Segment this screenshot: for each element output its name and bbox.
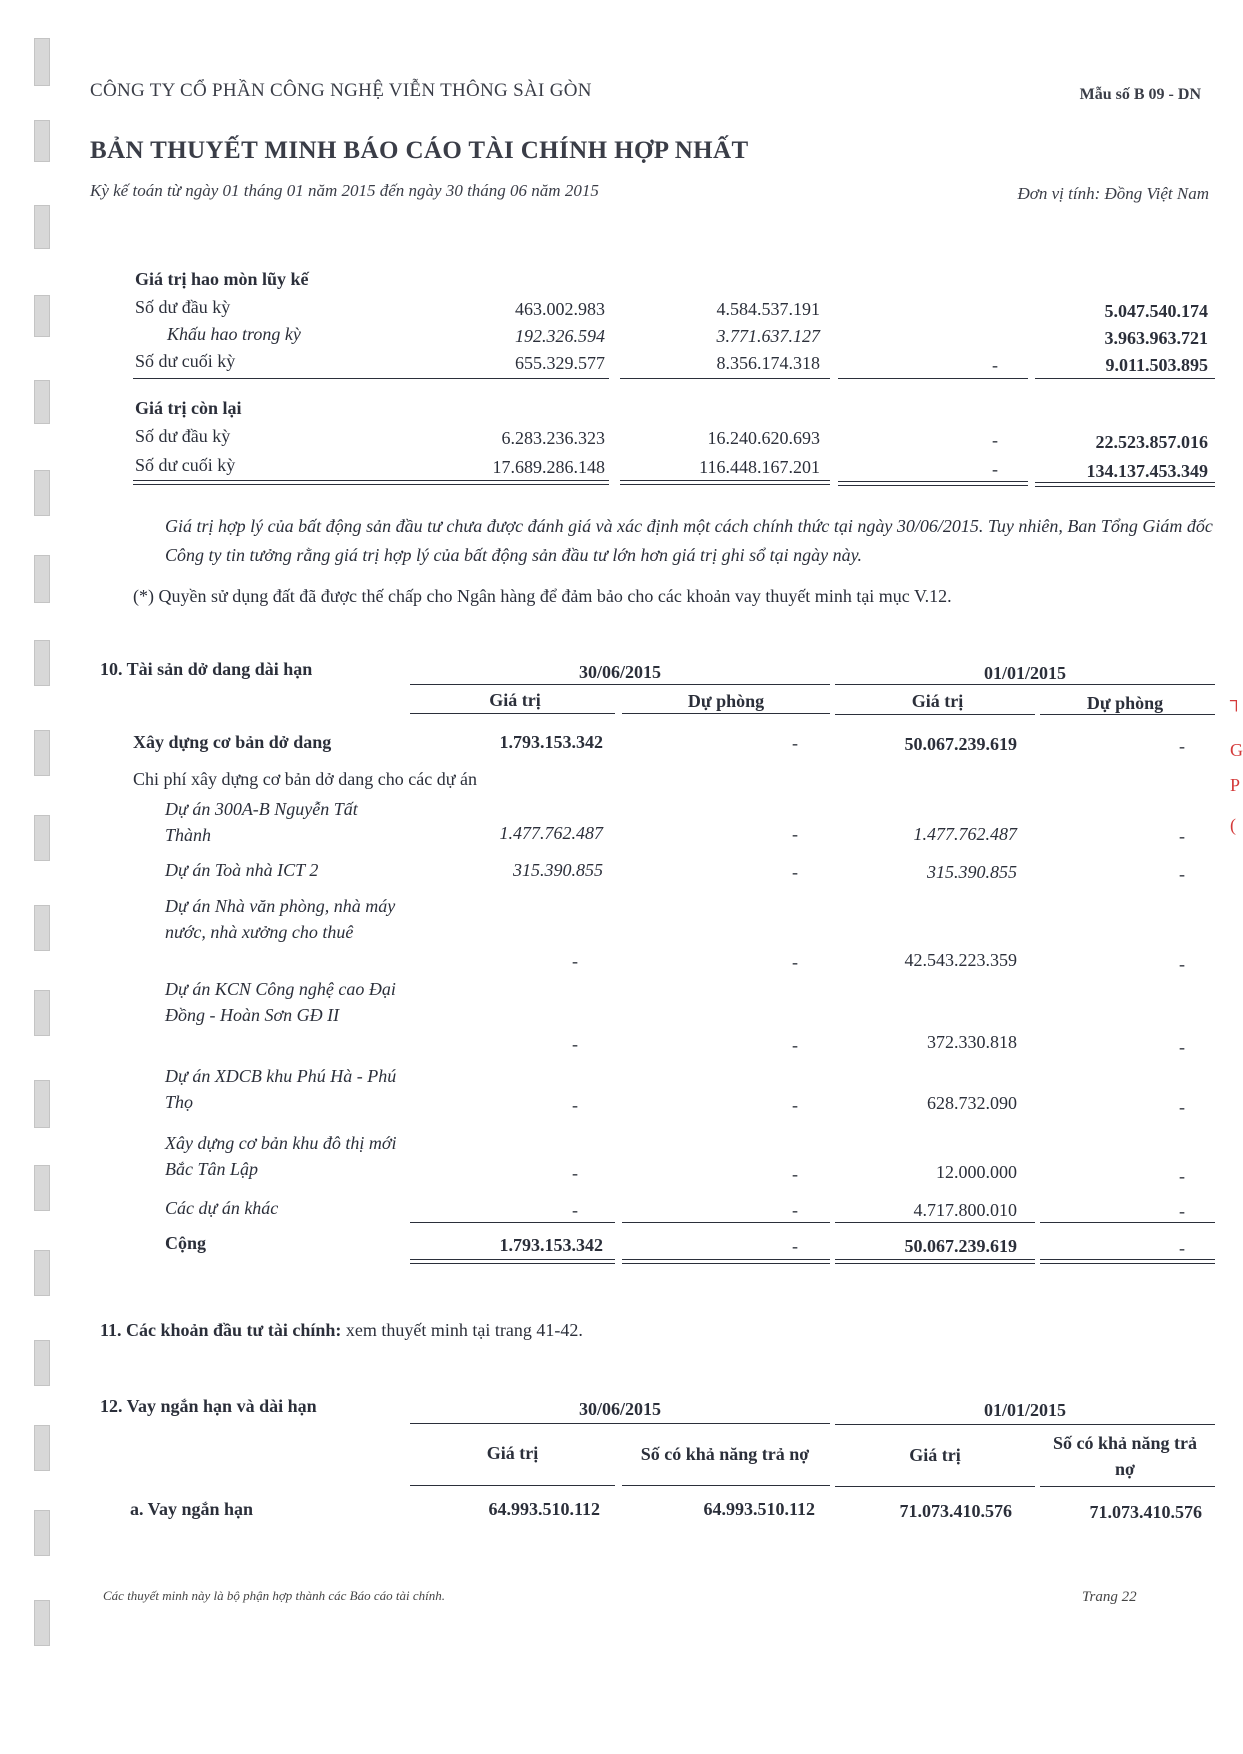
value-cell: 8.356.174.318	[716, 353, 820, 373]
value-cell: 6.283.236.323	[501, 428, 605, 448]
row-label: Số dư đầu kỳ	[135, 426, 231, 446]
double-rule	[838, 481, 1028, 486]
section-10-title: 10. Tài sản dở dang dài hạn	[100, 659, 313, 679]
projects-heading: Chi phí xây dựng cơ bản dở dang cho các dự án	[133, 769, 477, 789]
binding-mark	[34, 295, 50, 337]
stamp-fragment: ┐	[1230, 690, 1243, 710]
column-header: Giá trị	[909, 1445, 961, 1465]
value-cell: -	[992, 459, 998, 479]
value-cell: -	[1179, 1166, 1185, 1186]
value-cell: 192.326.594	[515, 326, 605, 346]
rule	[133, 378, 609, 379]
value-cell: -	[1179, 954, 1185, 974]
binding-mark	[34, 1165, 50, 1211]
double-rule	[1035, 482, 1215, 487]
section-11	[100, 1319, 583, 1341]
rule	[620, 378, 830, 379]
row-label: Xây dựng cơ bản dở dang	[133, 732, 332, 752]
total-cell: 50.067.239.619	[904, 1236, 1017, 1256]
project-label: Dự án Nhà văn phòng, nhà máy nước, nhà xưởng cho thuê	[165, 896, 396, 942]
value-cell: 315.390.855	[513, 860, 603, 880]
section-11-title: 11. Các khoản đầu tư tài chính:	[100, 1320, 342, 1340]
column-header: Giá trị	[486, 1443, 539, 1463]
value-cell: 17.689.286.148	[492, 457, 605, 477]
rule	[410, 1423, 830, 1424]
value-cell: 16.240.620.693	[707, 428, 820, 448]
rule	[410, 684, 830, 685]
value-cell: 71.073.410.576	[1089, 1502, 1202, 1522]
rule	[1040, 1486, 1215, 1487]
row-label: Khấu hao trong kỳ	[167, 324, 301, 344]
rule	[622, 1222, 830, 1223]
value-cell: -	[572, 1034, 578, 1054]
depreciation-heading: Giá trị hao mòn lũy kế	[135, 269, 309, 289]
stamp-fragment: G	[1230, 740, 1243, 760]
binding-mark	[34, 730, 50, 776]
value-cell: 655.329.577	[515, 353, 605, 373]
total-cell: 22.523.857.016	[1095, 432, 1208, 452]
rule	[835, 714, 1035, 715]
column-header: Số có khả năng trả	[1052, 1433, 1198, 1453]
binding-mark	[34, 1080, 50, 1128]
section-11-text: xem thuyết minh tại trang 41-42.	[341, 1320, 583, 1340]
rule	[410, 713, 615, 714]
column-header: Số có khả năng trả nợ	[640, 1444, 810, 1464]
double-rule	[133, 480, 609, 485]
value-cell: 12.000.000	[936, 1162, 1017, 1182]
page-number: Trang 22	[1082, 1589, 1137, 1605]
total-cell: 9.011.503.895	[1105, 355, 1208, 375]
value-cell: 315.390.855	[927, 862, 1017, 882]
double-rule	[622, 1259, 830, 1264]
total-cell: -	[1179, 1238, 1185, 1258]
rule	[410, 1485, 615, 1486]
period-header: 30/06/2015	[578, 662, 661, 682]
column-header: Dự phòng	[1086, 693, 1164, 713]
double-rule	[1040, 1259, 1215, 1264]
section-12-title: 12. Vay ngắn hạn và dài hạn	[100, 1396, 317, 1416]
rule	[835, 1424, 1215, 1425]
column-header: Giá trị	[911, 691, 964, 711]
reporting-period: Kỳ kế toán từ ngày 01 tháng 01 năm 2015 đến ngày 30 tháng 06 năm 2015	[90, 181, 599, 200]
value-cell: 1.477.762.487	[913, 824, 1017, 844]
value-cell: 50.067.239.619	[904, 734, 1017, 754]
column-header: nợ	[1115, 1459, 1135, 1479]
binding-mark	[34, 1600, 50, 1646]
value-cell: -	[1179, 1037, 1185, 1057]
binding-mark	[34, 1340, 50, 1386]
double-rule	[835, 1259, 1035, 1264]
rule	[838, 378, 1028, 379]
rule	[622, 713, 830, 714]
value-cell: -	[992, 430, 998, 450]
project-label: Dự án KCN Công nghệ cao Đại Đồng - Hoàn Sơn GĐ II	[165, 979, 396, 1025]
form-number: Mẫu số B 09 - DN	[1079, 86, 1201, 103]
footer-note: Các thuyết minh này là bộ phận hợp thành các Báo cáo tài chính.	[103, 1588, 445, 1603]
stamp-fragment: P	[1230, 775, 1241, 795]
binding-mark	[34, 380, 50, 424]
binding-mark	[34, 1510, 50, 1556]
total-cell: 134.137.453.349	[1086, 461, 1208, 481]
value-cell: 4.584.537.191	[716, 299, 820, 319]
value-cell: -	[792, 824, 798, 844]
value-cell: 64.993.510.112	[703, 1499, 815, 1519]
value-cell: -	[792, 1200, 798, 1220]
document-title: BẢN THUYẾT MINH BÁO CÁO TÀI CHÍNH HỢP NHẤT	[90, 137, 749, 164]
value-cell: -	[792, 862, 798, 882]
project-label: Xây dựng cơ bản khu đô thị mới Bắc Tân Lập	[165, 1133, 397, 1179]
value-cell: 372.330.818	[927, 1032, 1017, 1052]
binding-mark	[34, 1250, 50, 1296]
period-header: 30/06/2015	[578, 1399, 661, 1419]
value-cell: -	[792, 733, 798, 753]
total-label: Cộng	[165, 1233, 207, 1253]
value-cell: -	[572, 1095, 578, 1115]
land-note: (*) Quyền sử dụng đất đã được thế chấp cho Ngân hàng để đảm bảo cho các khoản vay thuyết minh tại mục V.12.	[133, 586, 952, 606]
double-rule	[410, 1259, 615, 1264]
row-label: Số dư đầu kỳ	[135, 297, 231, 317]
value-cell: 64.993.510.112	[488, 1499, 600, 1519]
rule	[622, 1485, 830, 1486]
total-cell: 3.963.963.721	[1104, 328, 1208, 348]
currency-unit: Đơn vị tính: Đồng Việt Nam	[1017, 184, 1209, 203]
project-label: Dự án 300A-B Nguyễn Tất Thành	[165, 799, 358, 845]
fair-value-note: Giá trị hợp lý của bất động sản đầu tư chưa được đánh giá và xác định một cách chính thức tại ngày 30/06/2015. Tuy nhiên, Ban Tổng Giám đốc Công ty tin tưởng rằng giá trị hợp lý của bất động sản đầu tư lớn hơn giá trị ghi sổ tại ngày này.	[165, 516, 1213, 565]
value-cell: -	[792, 952, 798, 972]
binding-mark	[34, 905, 50, 951]
project-label: Dự án XDCB khu Phú Hà - Phú Thọ	[165, 1066, 397, 1112]
value-cell: -	[572, 1200, 578, 1220]
value-cell: 71.073.410.576	[899, 1501, 1012, 1521]
value-cell: 4.717.800.010	[913, 1200, 1017, 1220]
value-cell: -	[1179, 736, 1185, 756]
period-header: 01/01/2015	[983, 663, 1066, 683]
total-cell: -	[792, 1236, 798, 1256]
binding-mark	[34, 815, 50, 861]
value-cell: -	[792, 1035, 798, 1055]
value-cell: 3.771.637.127	[716, 326, 820, 346]
stamp-fragment: (	[1230, 815, 1236, 835]
value-cell: 1.477.762.487	[499, 823, 603, 843]
binding-mark	[34, 205, 50, 249]
row-label: Số dư cuối kỳ	[135, 455, 236, 475]
binding-mark	[34, 990, 50, 1036]
value-cell: -	[792, 1164, 798, 1184]
double-rule	[620, 480, 830, 485]
binding-mark	[34, 555, 50, 603]
binding-mark	[34, 1425, 50, 1471]
remaining-heading: Giá trị còn lại	[135, 398, 242, 418]
company-name: CÔNG TY CỔ PHẦN CÔNG NGHỆ VIỄN THÔNG SÀI GÒN	[90, 80, 592, 101]
value-cell: 116.448.167.201	[699, 457, 820, 477]
total-cell: 1.793.153.342	[499, 1235, 603, 1255]
rule	[835, 1222, 1035, 1223]
value-cell: -	[1179, 826, 1185, 846]
total-cell: 5.047.540.174	[1104, 301, 1208, 321]
rule	[410, 1222, 615, 1223]
value-cell: -	[1179, 1201, 1185, 1221]
value-cell: 463.002.983	[515, 299, 605, 319]
rule	[835, 1486, 1035, 1487]
value-cell: -	[1179, 864, 1185, 884]
value-cell: -	[572, 1163, 578, 1183]
rule	[1040, 714, 1215, 715]
value-cell: 42.543.223.359	[904, 950, 1017, 970]
rule	[1040, 1222, 1215, 1223]
binding-mark	[34, 640, 50, 686]
row-label: a. Vay ngắn hạn	[130, 1499, 254, 1519]
binding-mark	[34, 470, 50, 516]
value-cell: 628.732.090	[927, 1093, 1017, 1113]
value-cell: 1.793.153.342	[499, 732, 603, 752]
period-header: 01/01/2015	[983, 1400, 1066, 1420]
row-label: Số dư cuối kỳ	[135, 351, 236, 371]
value-cell: -	[992, 355, 998, 375]
binding-mark	[34, 38, 50, 86]
binding-mark	[34, 120, 50, 162]
column-header: Dự phòng	[687, 691, 765, 711]
project-label: Các dự án khác	[165, 1198, 279, 1218]
value-cell: -	[1179, 1097, 1185, 1117]
rule	[1035, 378, 1215, 379]
column-header: Giá trị	[489, 690, 541, 710]
project-label: Dự án Toà nhà ICT 2	[165, 860, 319, 880]
value-cell: -	[792, 1095, 798, 1115]
value-cell: -	[572, 951, 578, 971]
rule	[835, 684, 1215, 685]
